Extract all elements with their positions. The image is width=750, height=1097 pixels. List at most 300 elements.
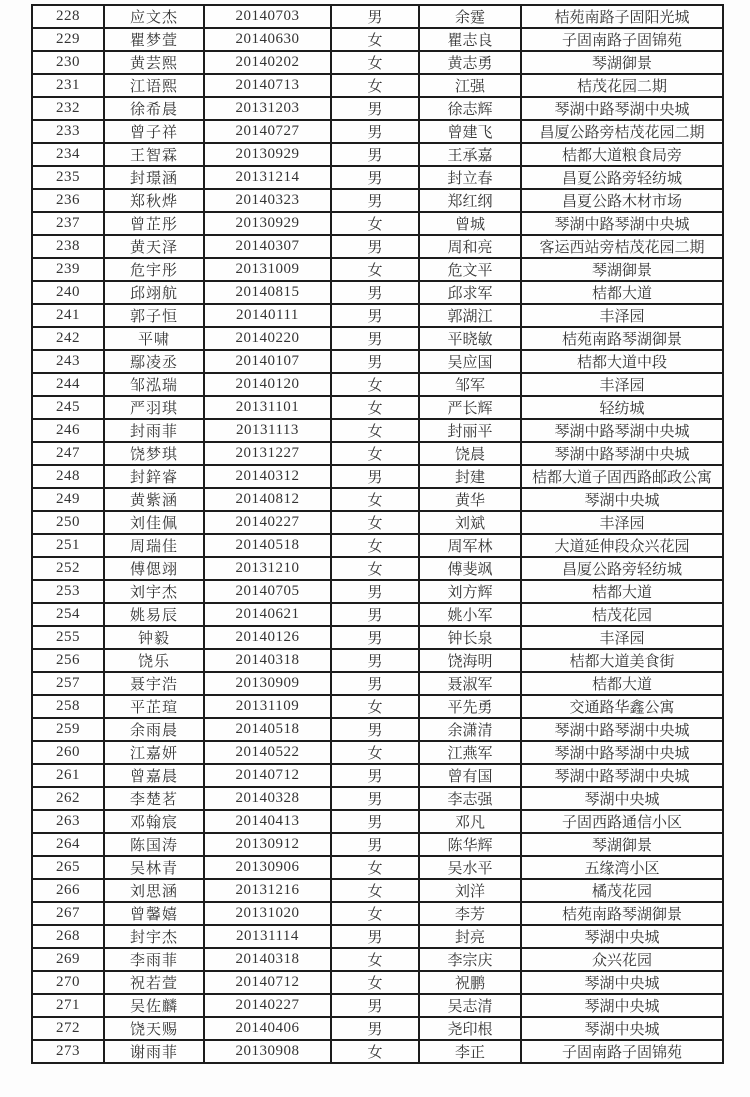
table-row xyxy=(32,350,723,373)
cell-gender: 男 xyxy=(331,994,419,1017)
cell-name: 谢雨菲 xyxy=(104,1040,204,1063)
table-row xyxy=(32,143,723,166)
cell-gender: 男 xyxy=(331,189,419,212)
cell-birthdate: 20140220 xyxy=(204,327,331,350)
cell-serial: 254 xyxy=(32,603,104,626)
cell-serial: 240 xyxy=(32,281,104,304)
registry-table xyxy=(31,4,724,1064)
cell-name: 曾子祥 xyxy=(104,120,204,143)
cell-address: 桔都大道美食街 xyxy=(521,649,723,672)
cell-birthdate: 20140712 xyxy=(204,971,331,994)
cell-parent-name: 刘斌 xyxy=(419,511,521,534)
cell-parent-name: 严长辉 xyxy=(419,396,521,419)
cell-gender: 男 xyxy=(331,97,419,120)
table-row xyxy=(32,764,723,787)
cell-birthdate: 20130909 xyxy=(204,672,331,695)
cell-gender: 男 xyxy=(331,603,419,626)
cell-address: 桔茂花园 xyxy=(521,603,723,626)
cell-address: 琴湖中路琴湖中央城 xyxy=(521,97,723,120)
table-row xyxy=(32,281,723,304)
cell-birthdate: 20140227 xyxy=(204,994,331,1017)
cell-name: 邱翊航 xyxy=(104,281,204,304)
cell-parent-name: 刘洋 xyxy=(419,879,521,902)
cell-gender: 女 xyxy=(331,948,419,971)
table-row xyxy=(32,534,723,557)
cell-address: 桔都大道粮食局旁 xyxy=(521,143,723,166)
cell-serial: 232 xyxy=(32,97,104,120)
cell-birthdate: 20140202 xyxy=(204,51,331,74)
cell-name: 聂宇浩 xyxy=(104,672,204,695)
cell-name: 瞿梦萱 xyxy=(104,28,204,51)
cell-name: 李楚茗 xyxy=(104,787,204,810)
table-row xyxy=(32,327,723,350)
cell-parent-name: 王承嘉 xyxy=(419,143,521,166)
cell-birthdate: 20140111 xyxy=(204,304,331,327)
cell-birthdate: 20130908 xyxy=(204,1040,331,1063)
cell-name: 严羽琪 xyxy=(104,396,204,419)
cell-parent-name: 封立春 xyxy=(419,166,521,189)
cell-serial: 234 xyxy=(32,143,104,166)
table-row xyxy=(32,28,723,51)
cell-gender: 女 xyxy=(331,74,419,97)
cell-parent-name: 封建 xyxy=(419,465,521,488)
cell-birthdate: 20140107 xyxy=(204,350,331,373)
table-row xyxy=(32,258,723,281)
cell-address: 五缘湾小区 xyxy=(521,856,723,879)
table-row xyxy=(32,718,723,741)
cell-gender: 男 xyxy=(331,626,419,649)
cell-address: 琴湖中央城 xyxy=(521,925,723,948)
cell-parent-name: 邓凡 xyxy=(419,810,521,833)
cell-address: 轻纺城 xyxy=(521,396,723,419)
cell-parent-name: 封亮 xyxy=(419,925,521,948)
cell-name: 郑秋烨 xyxy=(104,189,204,212)
cell-address: 大道延伸段众兴花园 xyxy=(521,534,723,557)
cell-parent-name: 邱求军 xyxy=(419,281,521,304)
cell-address: 桔都大道子固西路邮政公寓 xyxy=(521,465,723,488)
cell-serial: 239 xyxy=(32,258,104,281)
cell-name: 封雨菲 xyxy=(104,419,204,442)
cell-name: 危宇彤 xyxy=(104,258,204,281)
cell-serial: 236 xyxy=(32,189,104,212)
cell-serial: 231 xyxy=(32,74,104,97)
table-row xyxy=(32,5,723,28)
cell-gender: 男 xyxy=(331,764,419,787)
cell-gender: 男 xyxy=(331,649,419,672)
cell-birthdate: 20140630 xyxy=(204,28,331,51)
cell-birthdate: 20140703 xyxy=(204,5,331,28)
cell-birthdate: 20140307 xyxy=(204,235,331,258)
cell-address: 桔都大道 xyxy=(521,281,723,304)
cell-name: 黄天泽 xyxy=(104,235,204,258)
cell-serial: 269 xyxy=(32,948,104,971)
table-row xyxy=(32,166,723,189)
cell-name: 陈国涛 xyxy=(104,833,204,856)
cell-serial: 253 xyxy=(32,580,104,603)
table-row xyxy=(32,971,723,994)
cell-birthdate: 20140120 xyxy=(204,373,331,396)
cell-birthdate: 20131020 xyxy=(204,902,331,925)
table-row xyxy=(32,902,723,925)
cell-parent-name: 李宗庆 xyxy=(419,948,521,971)
cell-gender: 女 xyxy=(331,51,419,74)
cell-gender: 女 xyxy=(331,212,419,235)
cell-gender: 男 xyxy=(331,304,419,327)
cell-parent-name: 祝鹏 xyxy=(419,971,521,994)
cell-name: 刘佳佩 xyxy=(104,511,204,534)
cell-serial: 243 xyxy=(32,350,104,373)
cell-name: 黄紫涵 xyxy=(104,488,204,511)
cell-parent-name: 吴应国 xyxy=(419,350,521,373)
cell-parent-name: 江强 xyxy=(419,74,521,97)
cell-birthdate: 20130929 xyxy=(204,143,331,166)
cell-parent-name: 瞿志良 xyxy=(419,28,521,51)
cell-parent-name: 傅斐飒 xyxy=(419,557,521,580)
cell-parent-name: 饶晨 xyxy=(419,442,521,465)
cell-gender: 女 xyxy=(331,741,419,764)
cell-birthdate: 20140705 xyxy=(204,580,331,603)
table-row xyxy=(32,672,723,695)
cell-birthdate: 20131114 xyxy=(204,925,331,948)
cell-address: 丰泽园 xyxy=(521,373,723,396)
cell-address: 昌厦公路旁轻纺城 xyxy=(521,557,723,580)
cell-gender: 男 xyxy=(331,810,419,833)
cell-gender: 女 xyxy=(331,442,419,465)
cell-birthdate: 20140328 xyxy=(204,787,331,810)
cell-name: 余雨晨 xyxy=(104,718,204,741)
table-row xyxy=(32,925,723,948)
cell-name: 周瑞佳 xyxy=(104,534,204,557)
table-row xyxy=(32,833,723,856)
cell-gender: 男 xyxy=(331,143,419,166)
cell-serial: 272 xyxy=(32,1017,104,1040)
cell-serial: 268 xyxy=(32,925,104,948)
cell-parent-name: 尧印根 xyxy=(419,1017,521,1040)
cell-name: 刘思涵 xyxy=(104,879,204,902)
cell-name: 曾嘉晨 xyxy=(104,764,204,787)
cell-address: 琴湖中路琴湖中央城 xyxy=(521,419,723,442)
cell-parent-name: 郭湖江 xyxy=(419,304,521,327)
cell-serial: 263 xyxy=(32,810,104,833)
cell-gender: 男 xyxy=(331,925,419,948)
table-row xyxy=(32,373,723,396)
cell-name: 邓翰宸 xyxy=(104,810,204,833)
cell-address: 昌厦公路旁桔茂花园二期 xyxy=(521,120,723,143)
cell-parent-name: 李志强 xyxy=(419,787,521,810)
cell-birthdate: 20140522 xyxy=(204,741,331,764)
cell-birthdate: 20140518 xyxy=(204,718,331,741)
cell-name: 饶梦琪 xyxy=(104,442,204,465)
cell-gender: 男 xyxy=(331,465,419,488)
cell-serial: 260 xyxy=(32,741,104,764)
cell-address: 琴湖中路琴湖中央城 xyxy=(521,442,723,465)
cell-gender: 男 xyxy=(331,166,419,189)
table-row xyxy=(32,304,723,327)
cell-parent-name: 黄志勇 xyxy=(419,51,521,74)
cell-gender: 女 xyxy=(331,557,419,580)
cell-serial: 244 xyxy=(32,373,104,396)
cell-birthdate: 20140713 xyxy=(204,74,331,97)
table-row xyxy=(32,1040,723,1063)
cell-address: 桔都大道中段 xyxy=(521,350,723,373)
cell-serial: 250 xyxy=(32,511,104,534)
cell-serial: 256 xyxy=(32,649,104,672)
cell-address: 子固南路子固锦苑 xyxy=(521,28,723,51)
cell-gender: 女 xyxy=(331,373,419,396)
cell-serial: 261 xyxy=(32,764,104,787)
cell-name: 钟毅 xyxy=(104,626,204,649)
cell-serial: 229 xyxy=(32,28,104,51)
cell-parent-name: 姚小军 xyxy=(419,603,521,626)
cell-name: 姚易辰 xyxy=(104,603,204,626)
cell-serial: 241 xyxy=(32,304,104,327)
cell-name: 饶天赐 xyxy=(104,1017,204,1040)
cell-birthdate: 20140621 xyxy=(204,603,331,626)
table-row xyxy=(32,74,723,97)
cell-parent-name: 平晓敏 xyxy=(419,327,521,350)
cell-gender: 男 xyxy=(331,235,419,258)
cell-parent-name: 封丽平 xyxy=(419,419,521,442)
cell-birthdate: 20140318 xyxy=(204,649,331,672)
cell-birthdate: 20140413 xyxy=(204,810,331,833)
cell-name: 吴佐麟 xyxy=(104,994,204,1017)
cell-parent-name: 聂淑军 xyxy=(419,672,521,695)
cell-parent-name: 吴水平 xyxy=(419,856,521,879)
cell-serial: 262 xyxy=(32,787,104,810)
cell-serial: 247 xyxy=(32,442,104,465)
table-row xyxy=(32,212,723,235)
cell-serial: 270 xyxy=(32,971,104,994)
table-row xyxy=(32,787,723,810)
cell-name: 徐希晨 xyxy=(104,97,204,120)
cell-address: 丰泽园 xyxy=(521,304,723,327)
cell-gender: 女 xyxy=(331,396,419,419)
cell-gender: 女 xyxy=(331,488,419,511)
cell-address: 琴湖中央城 xyxy=(521,994,723,1017)
registry-table-body xyxy=(32,5,723,1063)
cell-parent-name: 李芳 xyxy=(419,902,521,925)
cell-birthdate: 20140712 xyxy=(204,764,331,787)
cell-birthdate: 20131210 xyxy=(204,557,331,580)
cell-name: 王智霖 xyxy=(104,143,204,166)
table-row xyxy=(32,741,723,764)
cell-parent-name: 余潇清 xyxy=(419,718,521,741)
table-row xyxy=(32,97,723,120)
cell-address: 琴湖中路琴湖中央城 xyxy=(521,718,723,741)
cell-birthdate: 20140318 xyxy=(204,948,331,971)
cell-serial: 252 xyxy=(32,557,104,580)
cell-serial: 237 xyxy=(32,212,104,235)
cell-name: 饶乐 xyxy=(104,649,204,672)
cell-name: 平啸 xyxy=(104,327,204,350)
cell-birthdate: 20140518 xyxy=(204,534,331,557)
cell-address: 子固西路通信小区 xyxy=(521,810,723,833)
table-row xyxy=(32,580,723,603)
table-row xyxy=(32,879,723,902)
cell-serial: 258 xyxy=(32,695,104,718)
cell-address: 交通路华鑫公寓 xyxy=(521,695,723,718)
cell-birthdate: 20130929 xyxy=(204,212,331,235)
cell-gender: 女 xyxy=(331,902,419,925)
cell-address: 桔都大道 xyxy=(521,580,723,603)
cell-name: 平芷瑄 xyxy=(104,695,204,718)
cell-address: 橘茂花园 xyxy=(521,879,723,902)
cell-birthdate: 20140406 xyxy=(204,1017,331,1040)
cell-serial: 238 xyxy=(32,235,104,258)
cell-parent-name: 徐志辉 xyxy=(419,97,521,120)
cell-gender: 男 xyxy=(331,787,419,810)
cell-gender: 女 xyxy=(331,856,419,879)
cell-parent-name: 平先勇 xyxy=(419,695,521,718)
table-row xyxy=(32,948,723,971)
cell-gender: 女 xyxy=(331,1040,419,1063)
cell-serial: 273 xyxy=(32,1040,104,1063)
cell-birthdate: 20140227 xyxy=(204,511,331,534)
cell-birthdate: 20140815 xyxy=(204,281,331,304)
cell-address: 众兴花园 xyxy=(521,948,723,971)
cell-name: 曾馨嬉 xyxy=(104,902,204,925)
cell-address: 桔苑南路琴湖御景 xyxy=(521,902,723,925)
table-row xyxy=(32,120,723,143)
cell-birthdate: 20131101 xyxy=(204,396,331,419)
cell-gender: 女 xyxy=(331,258,419,281)
cell-gender: 男 xyxy=(331,5,419,28)
table-row xyxy=(32,856,723,879)
cell-gender: 男 xyxy=(331,281,419,304)
cell-address: 桔茂花园二期 xyxy=(521,74,723,97)
cell-gender: 男 xyxy=(331,350,419,373)
cell-name: 江嘉妍 xyxy=(104,741,204,764)
cell-birthdate: 20131214 xyxy=(204,166,331,189)
cell-name: 黄芸熙 xyxy=(104,51,204,74)
table-row xyxy=(32,442,723,465)
cell-gender: 男 xyxy=(331,327,419,350)
cell-serial: 265 xyxy=(32,856,104,879)
cell-serial: 271 xyxy=(32,994,104,1017)
cell-gender: 女 xyxy=(331,879,419,902)
cell-address: 琴湖中央城 xyxy=(521,971,723,994)
cell-gender: 男 xyxy=(331,672,419,695)
cell-serial: 259 xyxy=(32,718,104,741)
cell-name: 封鋅睿 xyxy=(104,465,204,488)
table-row xyxy=(32,1017,723,1040)
table-row xyxy=(32,189,723,212)
cell-parent-name: 曾城 xyxy=(419,212,521,235)
cell-birthdate: 20140812 xyxy=(204,488,331,511)
cell-birthdate: 20131113 xyxy=(204,419,331,442)
cell-birthdate: 20140323 xyxy=(204,189,331,212)
cell-serial: 251 xyxy=(32,534,104,557)
cell-gender: 女 xyxy=(331,534,419,557)
cell-gender: 男 xyxy=(331,120,419,143)
cell-serial: 267 xyxy=(32,902,104,925)
cell-gender: 女 xyxy=(331,511,419,534)
cell-parent-name: 郑红纲 xyxy=(419,189,521,212)
table-row xyxy=(32,465,723,488)
cell-gender: 男 xyxy=(331,718,419,741)
cell-parent-name: 江燕军 xyxy=(419,741,521,764)
cell-birthdate: 20131216 xyxy=(204,879,331,902)
cell-address: 琴湖中路琴湖中央城 xyxy=(521,764,723,787)
cell-parent-name: 余霆 xyxy=(419,5,521,28)
cell-name: 应文杰 xyxy=(104,5,204,28)
cell-serial: 248 xyxy=(32,465,104,488)
cell-address: 琴湖御景 xyxy=(521,51,723,74)
cell-address: 子固南路子固锦苑 xyxy=(521,1040,723,1063)
table-row xyxy=(32,626,723,649)
cell-birthdate: 20131009 xyxy=(204,258,331,281)
cell-address: 琴湖御景 xyxy=(521,833,723,856)
cell-name: 祝若萱 xyxy=(104,971,204,994)
cell-address: 昌夏公路旁轻纺城 xyxy=(521,166,723,189)
cell-serial: 246 xyxy=(32,419,104,442)
cell-address: 琴湖中央城 xyxy=(521,1017,723,1040)
cell-address: 桔苑南路子固阳光城 xyxy=(521,5,723,28)
cell-birthdate: 20131109 xyxy=(204,695,331,718)
cell-gender: 女 xyxy=(331,419,419,442)
table-row xyxy=(32,810,723,833)
cell-address: 琴湖中路琴湖中央城 xyxy=(521,741,723,764)
table-row xyxy=(32,419,723,442)
cell-parent-name: 吴志清 xyxy=(419,994,521,1017)
cell-address: 桔苑南路琴湖御景 xyxy=(521,327,723,350)
table-row xyxy=(32,649,723,672)
cell-serial: 242 xyxy=(32,327,104,350)
cell-address: 琴湖中央城 xyxy=(521,787,723,810)
cell-parent-name: 黄华 xyxy=(419,488,521,511)
table-row xyxy=(32,488,723,511)
cell-parent-name: 曾有国 xyxy=(419,764,521,787)
cell-birthdate: 20130906 xyxy=(204,856,331,879)
cell-serial: 245 xyxy=(32,396,104,419)
cell-parent-name: 危文平 xyxy=(419,258,521,281)
cell-address: 琴湖中央城 xyxy=(521,488,723,511)
cell-address: 琴湖中路琴湖中央城 xyxy=(521,212,723,235)
cell-serial: 266 xyxy=(32,879,104,902)
cell-gender: 女 xyxy=(331,28,419,51)
cell-gender: 女 xyxy=(331,695,419,718)
cell-serial: 257 xyxy=(32,672,104,695)
cell-serial: 249 xyxy=(32,488,104,511)
cell-address: 丰泽园 xyxy=(521,626,723,649)
cell-serial: 235 xyxy=(32,166,104,189)
cell-name: 李雨菲 xyxy=(104,948,204,971)
table-row xyxy=(32,511,723,534)
cell-birthdate: 20140312 xyxy=(204,465,331,488)
cell-parent-name: 周军林 xyxy=(419,534,521,557)
cell-birthdate: 20131203 xyxy=(204,97,331,120)
cell-name: 刘宇杰 xyxy=(104,580,204,603)
cell-gender: 男 xyxy=(331,580,419,603)
cell-parent-name: 李正 xyxy=(419,1040,521,1063)
table-row xyxy=(32,396,723,419)
cell-address: 客运西站旁桔茂花园二期 xyxy=(521,235,723,258)
table-row xyxy=(32,557,723,580)
cell-birthdate: 20140727 xyxy=(204,120,331,143)
cell-birthdate: 20140126 xyxy=(204,626,331,649)
cell-parent-name: 周和亮 xyxy=(419,235,521,258)
cell-address: 丰泽园 xyxy=(521,511,723,534)
cell-parent-name: 陈华辉 xyxy=(419,833,521,856)
cell-name: 封宇杰 xyxy=(104,925,204,948)
cell-serial: 228 xyxy=(32,5,104,28)
cell-birthdate: 20131227 xyxy=(204,442,331,465)
table-row xyxy=(32,235,723,258)
cell-gender: 女 xyxy=(331,971,419,994)
cell-serial: 264 xyxy=(32,833,104,856)
cell-name: 傅偲翊 xyxy=(104,557,204,580)
cell-name: 封璟涵 xyxy=(104,166,204,189)
